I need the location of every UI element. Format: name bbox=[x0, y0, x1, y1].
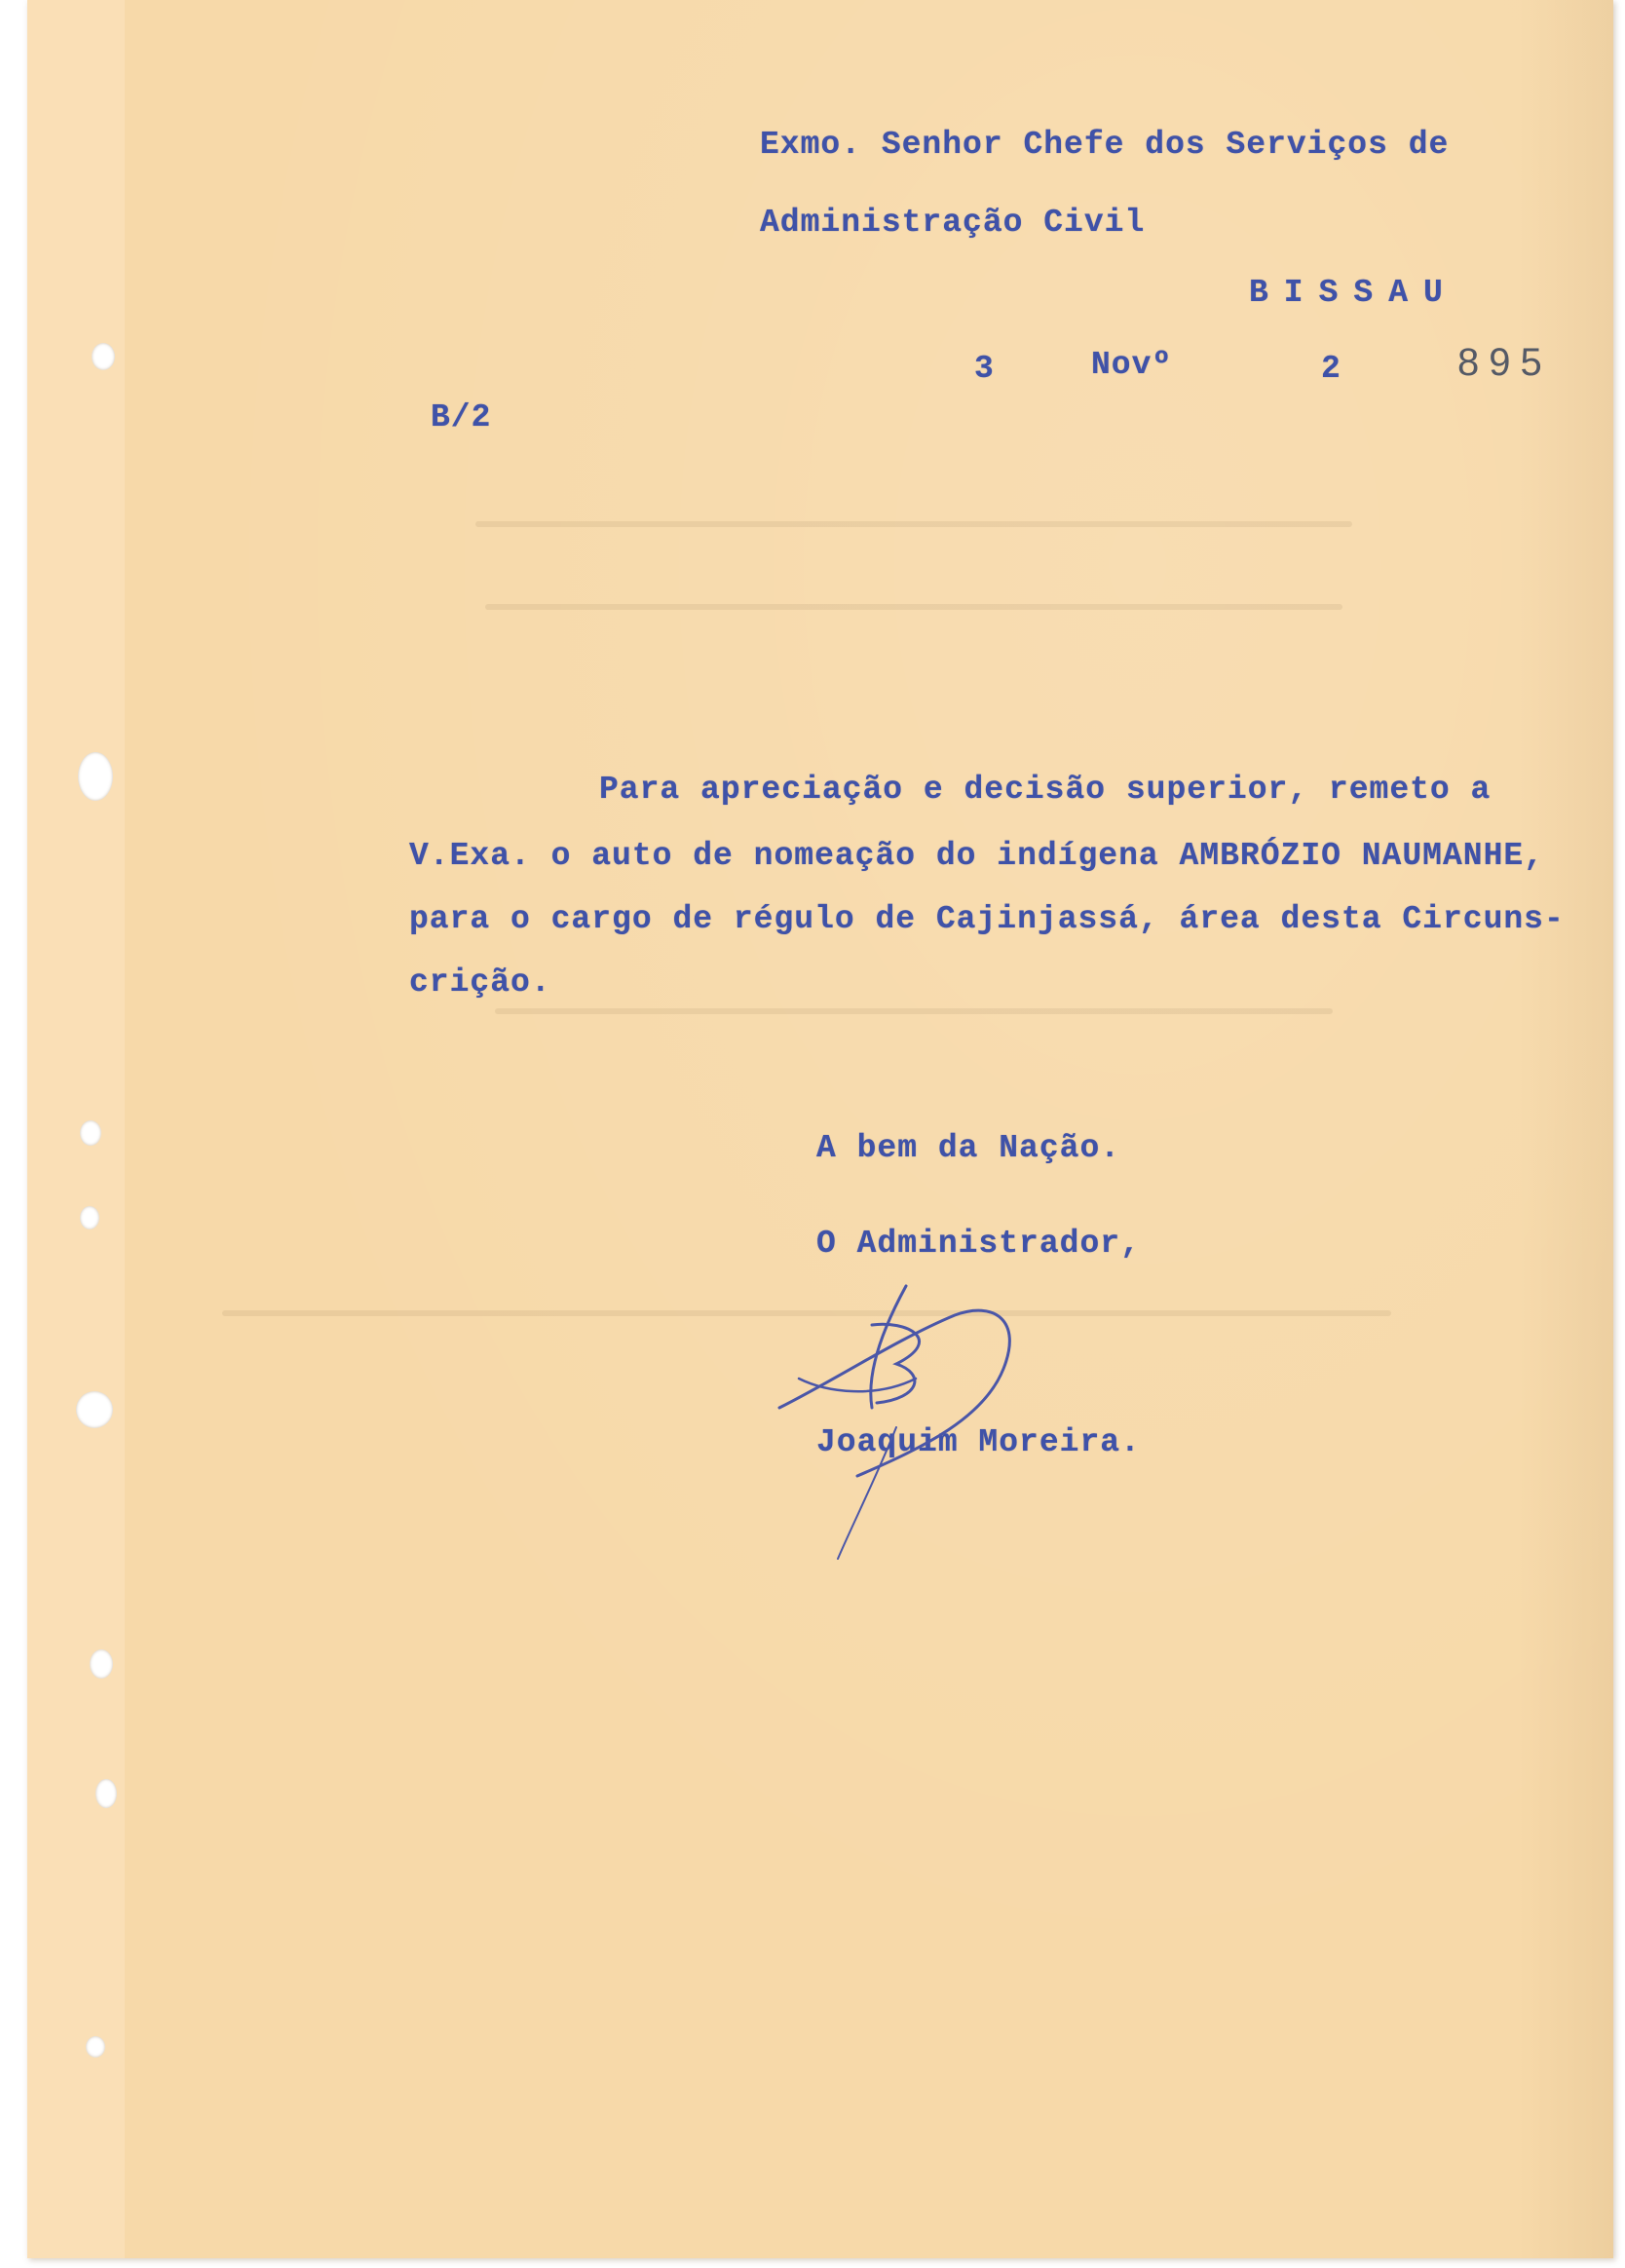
punch-hole bbox=[78, 752, 113, 801]
city-name: BISSAU bbox=[1249, 275, 1458, 311]
date-year-typed: 2 bbox=[1321, 351, 1342, 387]
closing-phrase: A bem da Nação. bbox=[816, 1130, 1121, 1166]
show-through-line bbox=[475, 521, 1352, 527]
show-through-line bbox=[485, 604, 1342, 610]
punch-hole bbox=[80, 1120, 101, 1146]
body-line-3: para o cargo de régulo de Cajinjassá, área desta Circuns- bbox=[409, 901, 1565, 937]
punch-hole bbox=[86, 2036, 105, 2058]
show-through-line bbox=[495, 1008, 1333, 1014]
punch-hole bbox=[80, 1206, 99, 1229]
recipient-line-1: Exmo. Senhor Chefe dos Serviços de bbox=[760, 127, 1450, 163]
punch-hole bbox=[76, 1391, 113, 1428]
document-page bbox=[27, 0, 1613, 2258]
signatory-title: O Administrador, bbox=[816, 1226, 1141, 1262]
body-line-4: crição. bbox=[409, 964, 551, 1001]
body-line-2: V.Exa. o auto de nomeação do indígena AMBRÓZIO NAUMANHE, bbox=[409, 838, 1544, 874]
punch-hole bbox=[90, 1649, 113, 1679]
body-line-1: Para apreciação e decisão superior, remeto a bbox=[599, 772, 1492, 808]
recipient-line-2: Administração Civil bbox=[760, 205, 1146, 241]
punch-hole bbox=[95, 1779, 117, 1808]
signatory-name: Joaquim Moreira. bbox=[816, 1424, 1141, 1460]
left-margin-strip bbox=[27, 0, 125, 2258]
punch-hole bbox=[92, 343, 115, 370]
date-day: 3 bbox=[974, 351, 995, 387]
date-month: Novº bbox=[1091, 347, 1173, 383]
date-year-stamp: 895 bbox=[1457, 341, 1552, 384]
handwritten-signature bbox=[760, 1281, 1033, 1564]
reference-code: B/2 bbox=[431, 399, 492, 435]
